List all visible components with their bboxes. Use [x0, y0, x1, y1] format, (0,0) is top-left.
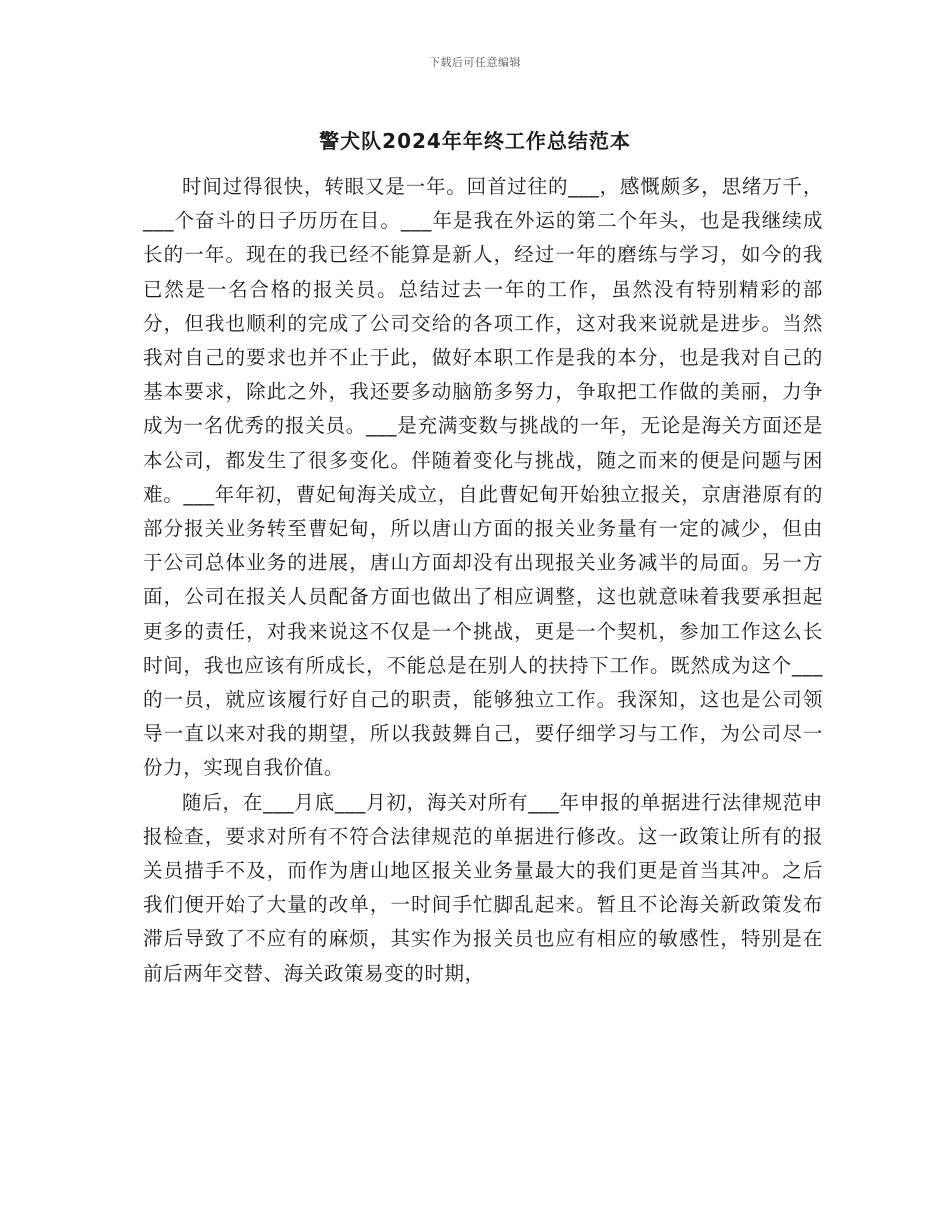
document-title: 警犬队2024年年终工作总结范本 [319, 129, 631, 153]
paragraph-2: 随后，在___月底___月初，海关对所有___年申报的单据进行法律规范申报检查，要求对所有不符合法律规范的单据进行修改。这一政策让所有的报关员措手不及，而作为唐山地区报关业务量最大的我们更是首当其冲。之后我们便开始了大量的改单，一时间手忙脚乱起来。暂且不论海关新政策发布滞后导致了不应有的麻烦，其实作为报关员也应有相应的敏感性，特别是在前后两年交替、海关政策易变的时期， [143, 790, 823, 985]
header-note: 下载后可任意编辑 [429, 56, 521, 69]
paragraph-1: 时间过得很快，转眼又是一年。回首过往的___，感慨颇多，思绪万千，___个奋斗的日子历历在目。___年是我在外运的第二个年头，也是我继续成长的一年。现在的我已经不能算是新人，经过一年的磨练与学习，如今的我已然是一名合格的报关员。总结过去一年的工作，虽然没有特别精彩的部分，但我也顺利的完成了公司交给的各项工作，这对我来说就是进步。当然我对自己的要求也并不止于此，做好本职工作是我的本分，也是我对自己的基本要求，除此之外，我还要多动脑筋多努力，争取把工作做的美丽，力争成为一名优秀的报关员。___是充满变数与挑战的一年，无论是海关方面还是本公司，都发生了很多变化。伴随着变化与挑战，随之而来的便是问题与困难。___年年初，曹妃甸海关成立，自此曹妃甸开始独立报关，京唐港原有的部分报关业务转至曹妃甸，所以唐山方面的报关业务量有一定的减少，但由于公司总体业务的进展，唐山方面却没有出现报关业务减半的局面。另一方面，公司在报关人员配备方面也做出了相应调整，这也就意味着我要承担起更多的责任，对我来说这不仅是一个挑战，更是一个契机，参加工作这么长时间，我也应该有所成长，不能总是在别人的扶持下工作。既然成为这个___的一员，就应该履行好自己的职责，能够独立工作。我深知，这也是公司领导一直以来对我的期望，所以我鼓舞自己，要仔细学习与工作，为公司尽一份力，实现自我价值。 [143, 175, 823, 780]
document-body [143, 170, 823, 991]
